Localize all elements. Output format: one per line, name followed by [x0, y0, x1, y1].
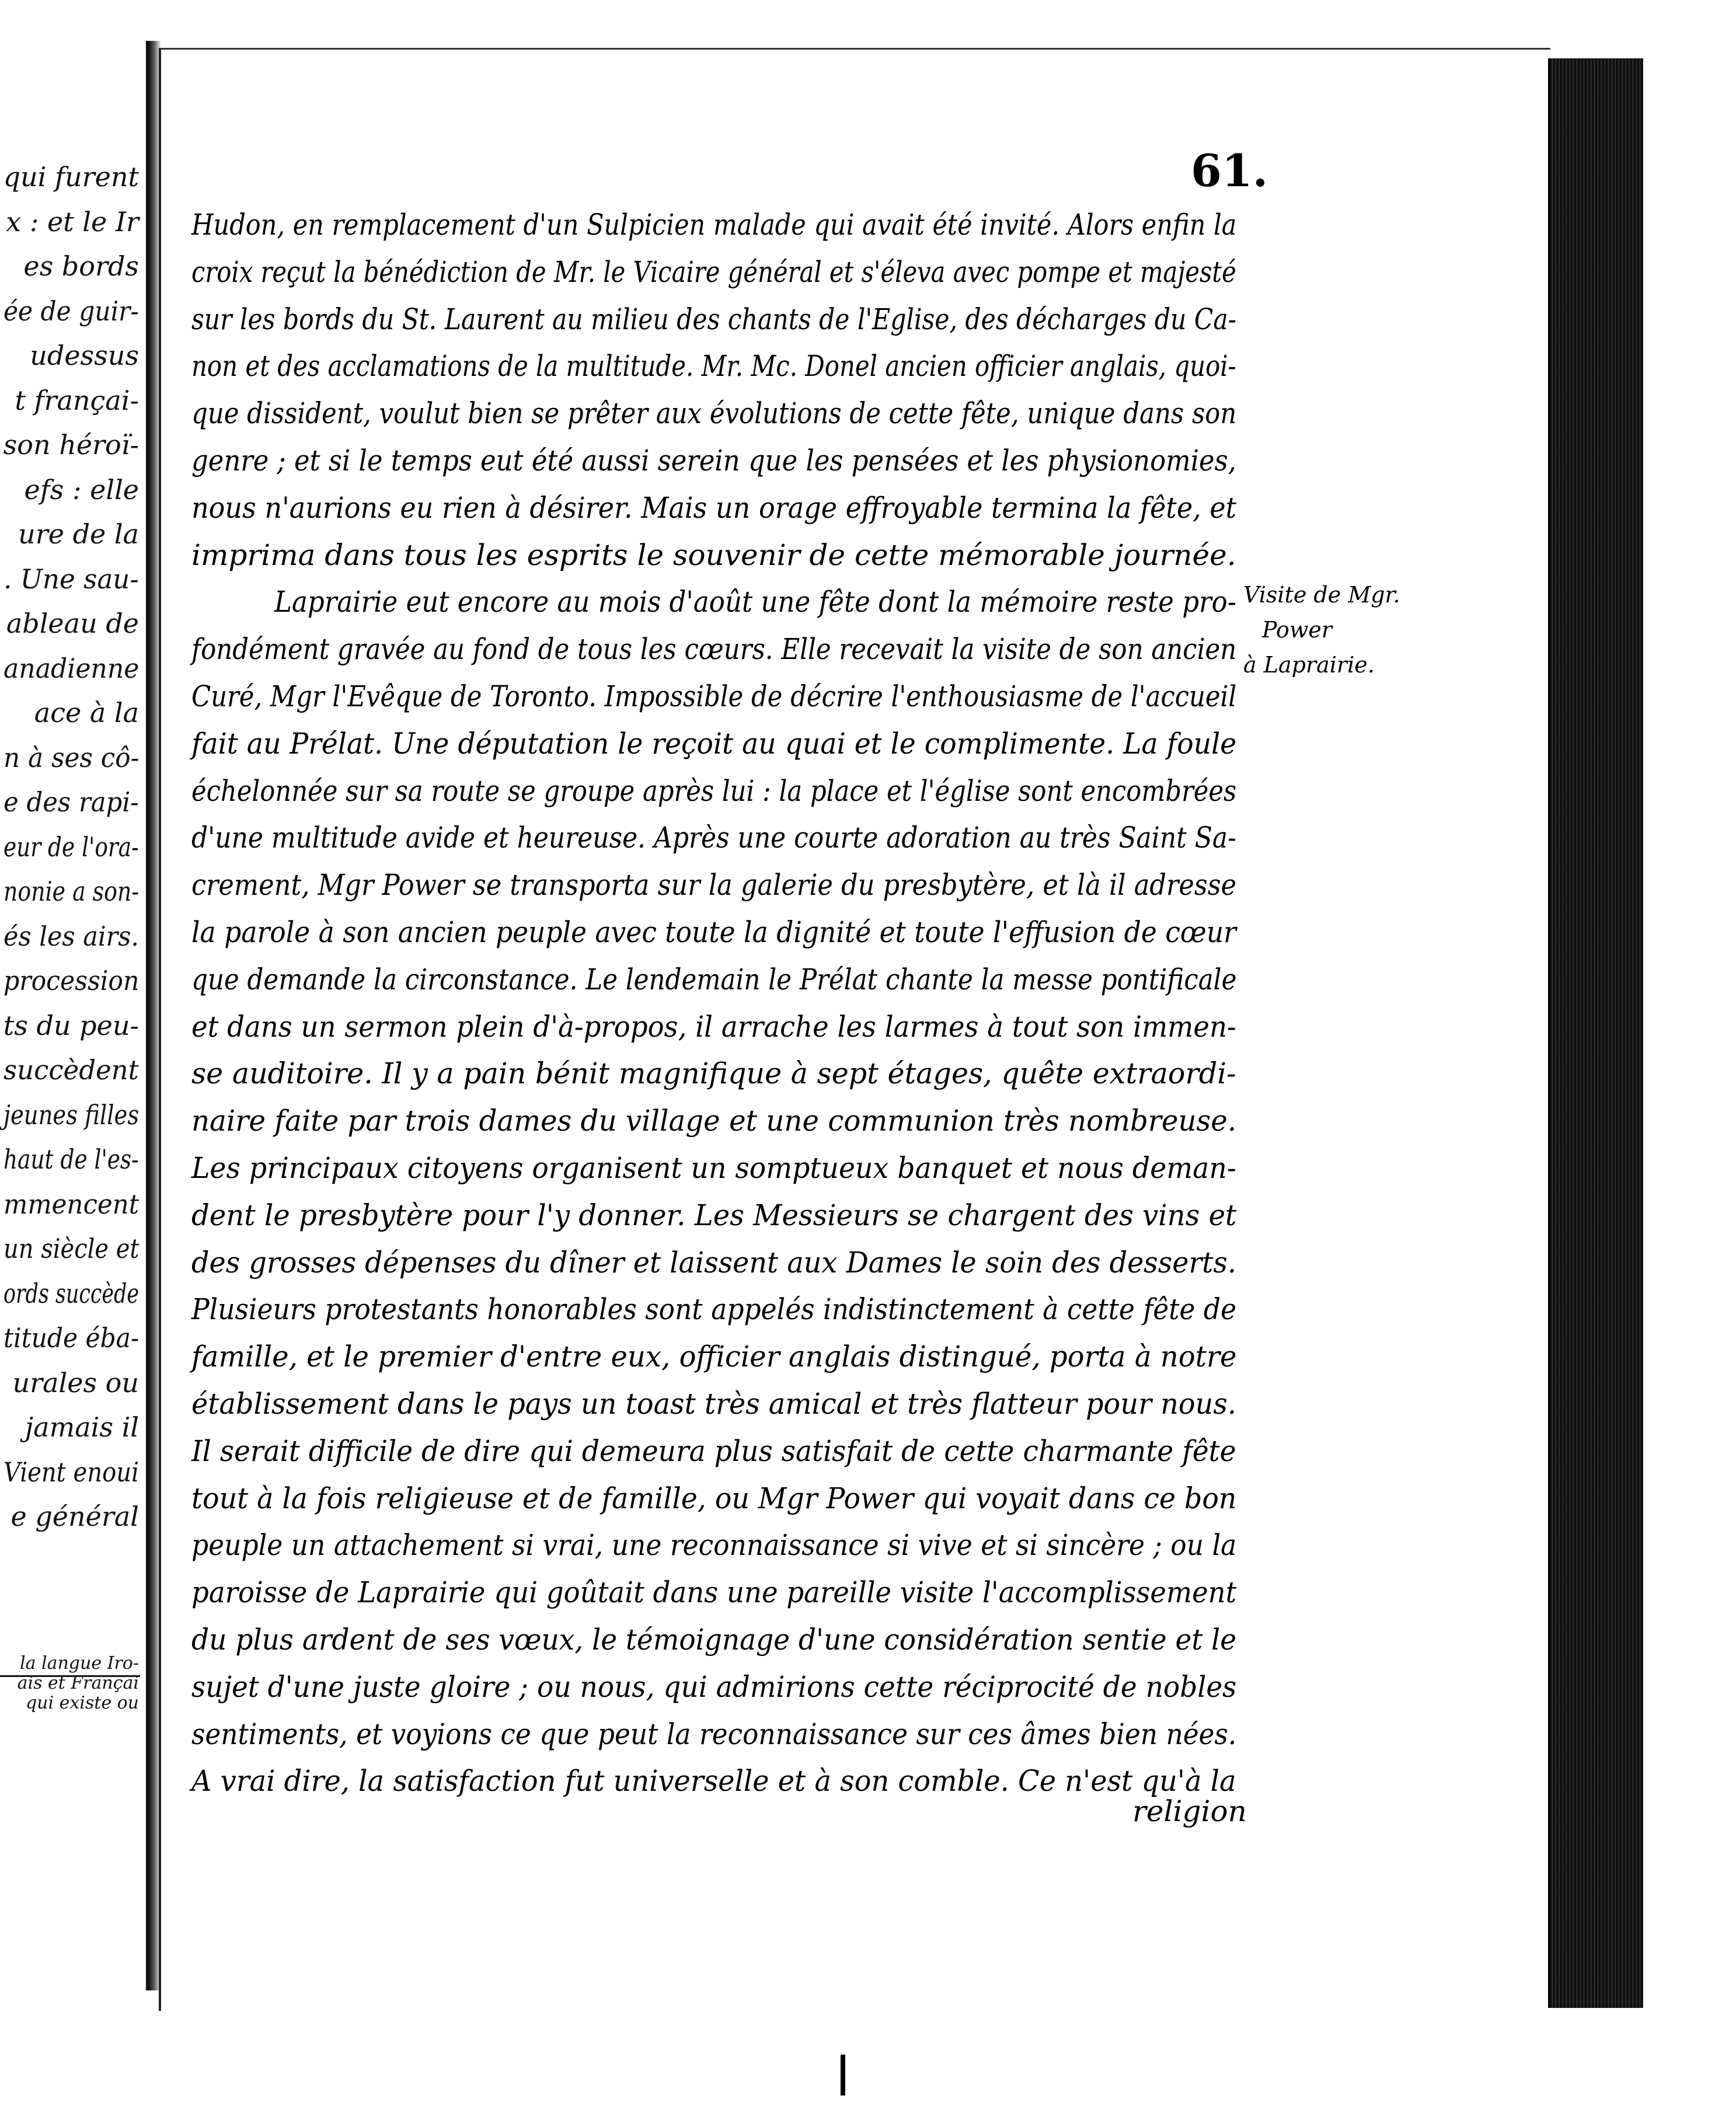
body-line: crement, Mgr Power se transporta sur la galerie du presbytère, et là il adresse: [191, 868, 1237, 902]
body-line: fait au Prélat. Une députation le reçoit au quai et le complimente. La foule: [191, 726, 1237, 761]
body-line: Les principaux citoyens organisent un somptueux banquet et nous deman-: [191, 1151, 1236, 1185]
body-line: Curé, Mgr l'Evêque de Toronto. Impossible de décrire l'enthousiasme de l'accueil: [191, 679, 1237, 713]
left-page-line: urales ou: [12, 1366, 139, 1399]
left-page-footnote-line: la langue Iro-: [19, 1653, 139, 1673]
body-line: fondément gravée au fond de tous les cœurs. Elle recevait la visite de son ancien: [191, 632, 1237, 667]
body-line: genre ; et si le temps eut été aussi serein que les pensées et les physionomies,: [191, 444, 1236, 477]
body-line: Plusieurs protestants honorables sont appelés indistinctement à cette fête de: [191, 1292, 1237, 1327]
left-page-line: mmencent: [3, 1188, 139, 1220]
body-line: se auditoire. Il y a pain bénit magnifique à sept étages, quête extraordi-: [191, 1057, 1236, 1091]
body-line: sujet d'une juste gloire ; ou nous, qui admirions cette réciprocité de nobles: [191, 1669, 1237, 1704]
left-page-line: nonie a son-: [3, 876, 139, 907]
body-line: tout à la fois religieuse et de famille, ou Mgr Power qui voyait dans ce bon: [191, 1481, 1237, 1515]
body-line: naire faite par trois dames du village et une communion très nombreuse.: [191, 1104, 1237, 1138]
body-line: sentiments, et voyions ce que peut la reconnaissance sur ces âmes bien nées.: [191, 1717, 1237, 1751]
left-page-line: ace à la: [34, 697, 139, 728]
left-page-line: n à ses cô-: [3, 741, 139, 773]
body-line: non et des acclamations de la multitude. Mr. Mc. Donel ancien officier anglais, quoi-: [191, 349, 1236, 383]
left-page-line: eur de l'ora-: [4, 831, 139, 863]
margin-note-line: Power: [1262, 617, 1333, 643]
page-edge-stack: [1548, 58, 1643, 2008]
body-line: Hudon, en remplacement d'un Sulpicien malade qui avait été invité. Alors enfin la: [191, 208, 1237, 242]
left-page-line: ure de la: [18, 518, 139, 550]
body-line: paroisse de Laprairie qui goûtait dans une pareille visite l'accomplissement: [191, 1575, 1237, 1610]
body-line: échelonnée sur sa route se groupe après lui : la place et l'église sont encombrées: [191, 773, 1237, 808]
body-line: que demande la circonstance. Le lendemain le Prélat chante la messe pontificale: [191, 962, 1237, 996]
body-line: et dans un sermon plein d'à-propos, il arrache les larmes à tout son immen-: [191, 1009, 1236, 1044]
left-page-line: jamais il: [25, 1411, 139, 1443]
body-line: sur les bords du St. Laurent au milieu des chants de l'Eglise, des décharges du Ca-: [191, 302, 1237, 336]
body-line: A vrai dire, la satisfaction fut universelle et à son comble. Ce n'est qu'à la: [191, 1764, 1236, 1798]
left-page-line: son héroï-: [3, 429, 139, 461]
body-line: croix reçut la bénédiction de Mr. le Vicaire général et s'éleva avec pompe et majesté: [191, 254, 1236, 289]
body-line: que dissident, voulut bien se prêter aux évolutions de cette fête, unique dans son: [191, 396, 1237, 431]
left-page-line: haut de l'es-: [4, 1143, 139, 1175]
left-page-line: titude éba-: [3, 1322, 139, 1354]
left-page-line: succèdent: [4, 1054, 139, 1086]
left-page-line: efs : elle: [24, 473, 139, 505]
binding-mark: [841, 2055, 845, 2095]
left-page-line: anadienne: [3, 652, 139, 684]
body-line: famille, et le premier d'entre eux, officier anglais distingué, porta à notre: [191, 1340, 1237, 1374]
left-page-line: jeunes filles: [3, 1099, 139, 1131]
left-page-line: Vient enoui: [4, 1456, 139, 1488]
left-page-line: procession: [3, 965, 139, 996]
left-page-line: ée de guir-: [4, 295, 139, 327]
body-line: d'une multitude avide et heureuse. Après une courte adoration au très Saint Sa-: [191, 821, 1236, 855]
body-line: Laprairie eut encore au mois d'août une fête dont la mémoire reste pro-: [274, 585, 1237, 619]
left-page-footnote-line: ais et Françai: [17, 1673, 139, 1693]
left-page-line: x : et le Ir: [6, 205, 139, 238]
left-page-line: ableau de: [6, 608, 139, 639]
left-page-line: e des rapi-: [4, 786, 139, 818]
left-page-line: ords succède: [3, 1277, 139, 1309]
left-page-line: un siècle et: [3, 1233, 139, 1264]
left-page-line: és les airs.: [4, 920, 139, 952]
body-line: établissement dans le pays un toast très amical et très flatteur pour nous.: [191, 1387, 1237, 1421]
body-line: dent le presbytère pour l'y donner. Les Messieurs se chargent des vins et: [191, 1198, 1237, 1232]
body-line: la parole à son ancien peuple avec toute la dignité et toute l'effusion de cœur: [191, 915, 1236, 949]
left-page-line: e général: [11, 1501, 139, 1532]
left-page-fragment: [0, 41, 149, 1990]
left-page-line: ts du peu-: [3, 1009, 139, 1041]
page-number: 61.: [1191, 145, 1268, 197]
left-page-line: udessus: [30, 340, 139, 371]
catchword: religion: [1132, 1794, 1247, 1828]
body-line: nous n'aurions eu rien à désirer. Mais un orage effroyable termina la fête, et: [191, 490, 1237, 525]
body-line: du plus ardent de ses vœux, le témoignage d'une considération sentie et le: [191, 1623, 1237, 1657]
left-page-line: t françai-: [15, 384, 139, 416]
body-line: Il serait difficile de dire qui demeura plus satisfait de cette charmante fête: [191, 1434, 1236, 1468]
left-page-line: qui furent: [3, 161, 139, 193]
left-page-footnote-line: qui existe ou: [25, 1693, 139, 1713]
body-line: des grosses dépenses du dîner et laissent aux Dames le soin des desserts.: [191, 1245, 1237, 1279]
margin-note-line: à Laprairie.: [1243, 652, 1375, 678]
margin-note-line: Visite de Mgr.: [1243, 582, 1400, 608]
left-page-line: . Une sau-: [4, 563, 139, 595]
body-line: imprima dans tous les esprits le souvenir de cette mémorable journée.: [191, 538, 1236, 572]
left-page-line: es bords: [23, 250, 139, 282]
body-line: peuple un attachement si vrai, une reconnaissance si vive et si sincère ; ou la: [191, 1528, 1237, 1563]
